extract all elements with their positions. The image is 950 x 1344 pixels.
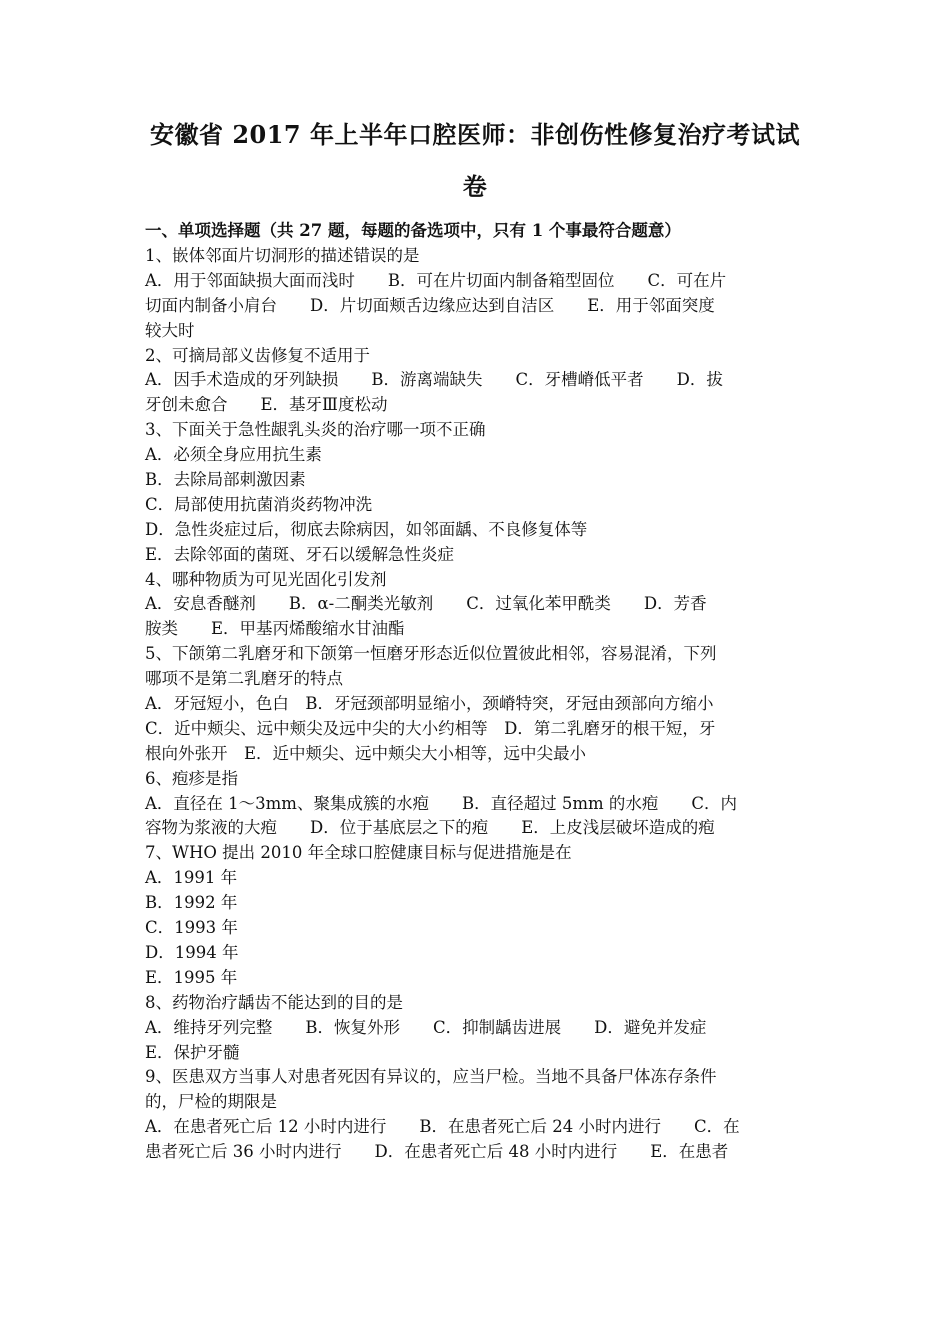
text-line: D．1994 年 bbox=[145, 942, 239, 962]
text-line: E．保护牙髓 bbox=[145, 1042, 240, 1062]
text-line: A．用于邻面缺损大面而浅时 B．可在片切面内制备箱型固位 C．可在片 bbox=[145, 270, 727, 290]
text-line: A．安息香醚剂 B．α-二酮类光敏剂 C．过氧化苯甲酰类 D．芳香 bbox=[145, 594, 707, 614]
text-line: E．去除邻面的菌斑、牙石以缓解急性炎症 bbox=[145, 544, 455, 564]
text-line: 9、医患双方当事人对患者死因有异议的，应当尸检。当地不具备尸体冻存条件 bbox=[145, 1067, 717, 1087]
text-line: 8、药物治疗龋齿不能达到的目的是 bbox=[145, 992, 403, 1012]
document-title: 安徽省 2017 年上半年口腔医师：非创伤性修复治疗考试试 bbox=[149, 120, 800, 149]
text-line: A．必须全身应用抗生素 bbox=[145, 445, 322, 465]
text-line: 哪项不是第二乳磨牙的特点 bbox=[145, 669, 343, 689]
text-line: A．在患者死亡后 12 小时内进行 B．在患者死亡后 24 小时内进行 C．在 bbox=[145, 1117, 740, 1137]
text-line: B．去除局部刺激因素 bbox=[145, 470, 306, 490]
text-line: 较大时 bbox=[145, 320, 195, 340]
text-line: 容物为浆液的大疱 D．位于基底层之下的疱 E．上皮浅层破坏造成的疱 bbox=[145, 818, 715, 838]
text-line: C．近中颊尖、远中颊尖及远中尖的大小约相等 D．第二乳磨牙的根干短，牙 bbox=[145, 718, 716, 738]
text-line: 3、下面关于急性龈乳头炎的治疗哪一项不正确 bbox=[145, 420, 486, 440]
text-line: A．直径在 1～3mm、聚集成簇的水疱 B．直径超过 5mm 的水疱 C．内 bbox=[145, 793, 737, 813]
text-line: 1、嵌体邻面片切洞形的描述错误的是 bbox=[145, 246, 420, 265]
question-body bbox=[145, 244, 810, 1165]
text-line: 7、WHO 提出 2010 年全球口腔健康目标与促进措施是在 bbox=[145, 843, 572, 863]
text-line: A．维持牙列完整 B．恢复外形 C．抑制龋齿进展 D．避免并发症 bbox=[145, 1017, 707, 1037]
text-line: C．1993 年 bbox=[145, 918, 238, 938]
text-line: 牙创未愈合 E．基牙Ⅲ度松动 bbox=[145, 395, 388, 415]
text-line: A．牙冠短小，色白 B．牙冠颈部明显缩小，颈嵴特突，牙冠由颈部向方缩小 bbox=[145, 694, 714, 714]
document-title-continued: 卷 bbox=[462, 172, 488, 201]
text-line: D．急性炎症过后，彻底去除病因，如邻面龋、不良修复体等 bbox=[145, 519, 588, 539]
section-heading: 一、单项选择题（共 27 题，每题的备选项中，只有 1 个事最符合题意） bbox=[145, 221, 681, 240]
text-line: 6、疱疹是指 bbox=[145, 768, 238, 788]
text-line: A．因手术造成的牙列缺损 B．游离端缺失 C．牙槽嵴低平者 D．拔 bbox=[145, 370, 723, 390]
text-line: 患者死亡后 36 小时内进行 D．在患者死亡后 48 小时内进行 E．在患者 bbox=[145, 1142, 729, 1162]
text-line: 胺类 E．甲基丙烯酸缩水甘油酯 bbox=[145, 619, 405, 639]
text-line: 2、可摘局部义齿修复不适用于 bbox=[145, 345, 370, 365]
text-line: 切面内制备小肩台 D．片切面颊舌边缘应达到自洁区 E．用于邻面突度 bbox=[145, 295, 715, 315]
text-line: 4、哪种物质为可见光固化引发剂 bbox=[145, 569, 387, 589]
text-line: B．1992 年 bbox=[145, 893, 238, 913]
text-line: 的，尸检的期限是 bbox=[145, 1092, 277, 1112]
text-line: E．1995 年 bbox=[145, 967, 238, 987]
text-line: 根向外张开 E．近中颊尖、远中颊尖大小相等，远中尖最小 bbox=[145, 743, 587, 763]
text-line: C．局部使用抗菌消炎药物冲洗 bbox=[145, 494, 373, 514]
text-line: A．1991 年 bbox=[145, 868, 238, 888]
text-line: 5、下颌第二乳磨牙和下颌第一恒磨牙形态近似位置彼此相邻，容易混淆，下列 bbox=[145, 644, 717, 664]
